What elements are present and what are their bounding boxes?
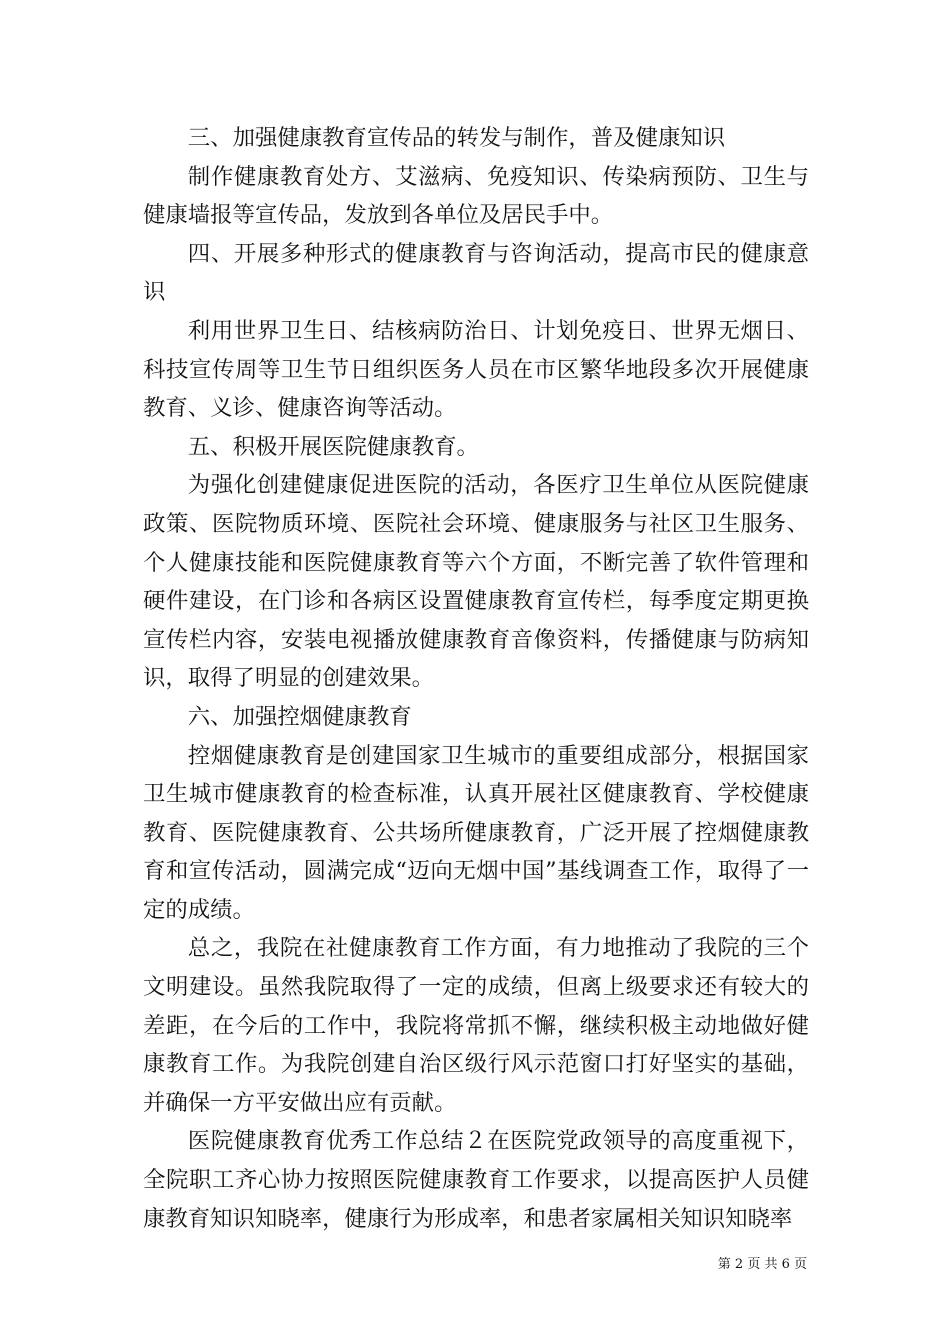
document-body: [143, 119, 809, 1238]
paragraph: 控烟健康教育是创建国家卫生城市的重要组成部分，根据国家卫生城市健康教育的检查标准，认真开展社区健康教育、学校健康教育、医院健康教育、公共场所健康教育，广泛开展了控烟健康教育和宣传活动，圆满完成“迈向无烟中国”基线调查工作，取得了一定的成绩。: [143, 742, 809, 923]
paragraph: 为强化创建健康促进医院的活动，各医疗卫生单位从医院健康政策、医院物质环境、医院社会环境、健康服务与社区卫生服务、个人健康技能和医院健康教育等六个方面，不断完善了软件管理和硬件建设，在门诊和各病区设置健康教育宣传栏，每季度定期更换宣传栏内容，安装电视播放健康教育音像资料，传播健康与防病知识，取得了明显的创建效果。: [143, 472, 809, 692]
page-number-footer: 第 2 页 共 6 页: [717, 1257, 807, 1272]
heading-section-6: 六、加强控烟健康教育: [187, 703, 412, 730]
paragraph: 利用世界卫生日、结核病防治日、计划免疫日、世界无烟日、科技宣传周等卫生节日组织医务人员在市区繁华地段多次开展健康教育、义诊、健康咨询等活动。: [143, 317, 809, 422]
paragraph: 医院健康教育优秀工作总结２在医院党政领导的高度重视下，全院职工齐心协力按照医院健康教育工作要求，以提高医护人员健康教育知识知晓率，健康行为形成率，和患者家属相关知识知晓率: [143, 1128, 809, 1232]
paragraph: 总之，我院在社健康教育工作方面，有力地推动了我院的三个文明建设。虽然我院取得了一定的成绩，但离上级要求还有较大的差距，在今后的工作中，我院将常抓不懈，继续积极主动地做好健康教育工作。为我院创建自治区级行风示范窗口打好坚实的基础，并确保一方平安做出应有贡献。: [143, 935, 809, 1116]
paragraph: 制作健康教育处方、艾滋病、免疫知识、传染病预防、卫生与健康墙报等宣传品，发放到各单位及居民手中。: [143, 163, 809, 229]
heading-section-5: 五、积极开展医院健康教育。: [187, 433, 479, 460]
heading-section-3: 三、加强健康教育宣传品的转发与制作，普及健康知识: [187, 125, 726, 151]
heading-section-4: 四、开展多种形式的健康教育与咨询活动，提高市民的健康意识: [143, 240, 809, 306]
